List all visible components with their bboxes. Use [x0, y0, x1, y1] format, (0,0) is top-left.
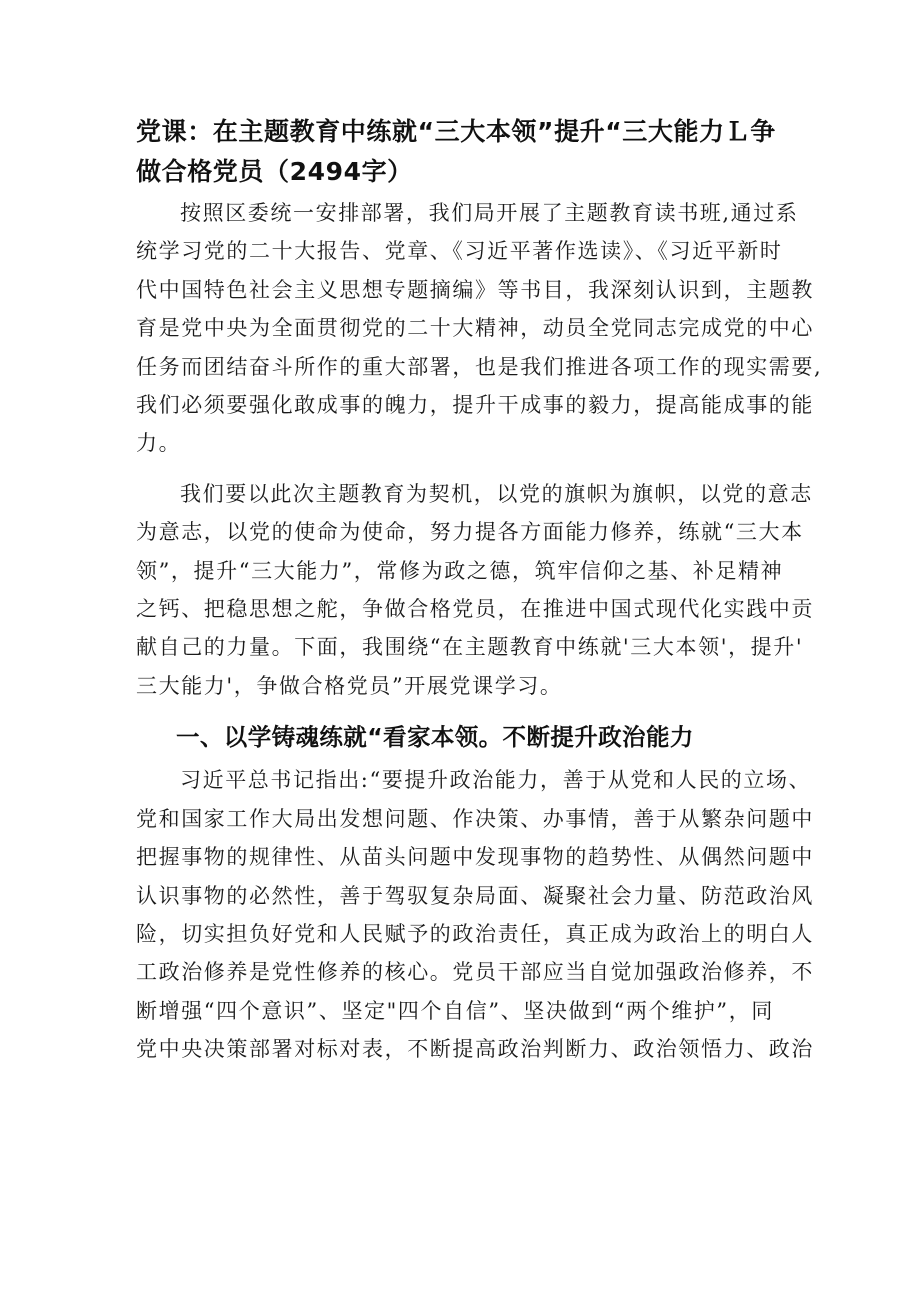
paragraph-line: 为意志，以党的使命为使命，努力提各方面能力修养，练就“三大本: [136, 520, 804, 545]
title-line: 做合格党员（2494字）: [136, 157, 413, 186]
title-line: 党课：在主题教育中练就“三大本领”提升“三大能力Ｌ争: [136, 117, 776, 146]
paragraph-intro: [136, 194, 823, 463]
document-page: [136, 112, 823, 1081]
paragraph-line: 育是党中央为全面贯彻党的二十大精神，动员全党同志完成党的中心: [136, 316, 814, 341]
paragraph-line: 险，切实担负好党和人民赋予的政治责任，真正成为政治上的明白人: [136, 921, 814, 946]
section-heading: 一、以学铸魂练就“看家本领。不断提升政治能力: [176, 723, 694, 752]
paragraph-line: 把握事物的规律性、从苗头问题中发现事物的趋势性、从偶然问题中: [136, 845, 814, 870]
paragraph-line: 工政治修养是党性修养的核心。党员干部应当自觉加强政治修养，不: [136, 960, 814, 985]
paragraph-line: 按照区委统一安排部署，我们局开展了主题教育读书班,通过系: [180, 201, 799, 225]
document-title: [136, 112, 796, 192]
paragraph-line: 党和国家工作大局出发想问题、作决策、办事情，善于从繁杂问题中: [136, 806, 814, 831]
paragraph-line: 领”，提升“三大能力”，常修为政之德，筑牢信仰之基、补足精神: [136, 558, 784, 583]
paragraph-line: 认识事物的必然性，善于驾驭复杂局面、凝聚社会力量、防范政治风: [136, 883, 814, 908]
paragraph-line: 任务而团结奋斗所作的重大部署，也是我们推进各项工作的现实需要,: [136, 354, 823, 379]
paragraph-line: 我们必须要强化敢成事的魄力，提升干成事的毅力，提高能成事的能: [136, 393, 814, 418]
paragraph-line: 统学习党的二十大报告、党章、《习近平著作选读》、《习近平新时: [136, 239, 783, 264]
paragraph-opportunity: [136, 475, 814, 705]
paragraph-line: 习近平总书记指出:“要提升政治能力，善于从党和人民的立场、: [180, 768, 812, 793]
paragraph-line: 力。: [136, 431, 182, 456]
paragraph-line: 献自己的力量。下面，我围绕“在主题教育中练就'三大本领'，提升': [136, 635, 804, 660]
paragraph-line: 之钙、把稳思想之舵，争做合格党员，在推进中国式现代化实践中贡: [136, 597, 814, 622]
paragraph-line: 党中央决策部署对标对表，不断提高政治判断力、政治领悟力、政治: [136, 1037, 814, 1062]
paragraph-line: 三大能力'，争做合格党员”开展党课学习。: [136, 673, 563, 698]
paragraph-political-ability: [136, 761, 814, 1068]
paragraph-line: 代中国特色社会主义思想专题摘编》等书目，我深刻认识到，主题教: [136, 277, 814, 302]
paragraph-line: 断增强“四个意识”、坚定"四个自信”、坚决做到“两个维护”，同: [136, 998, 774, 1023]
paragraph-line: 我们要以此次主题教育为契机，以党的旗帜为旗帜，以党的意志: [180, 481, 813, 506]
